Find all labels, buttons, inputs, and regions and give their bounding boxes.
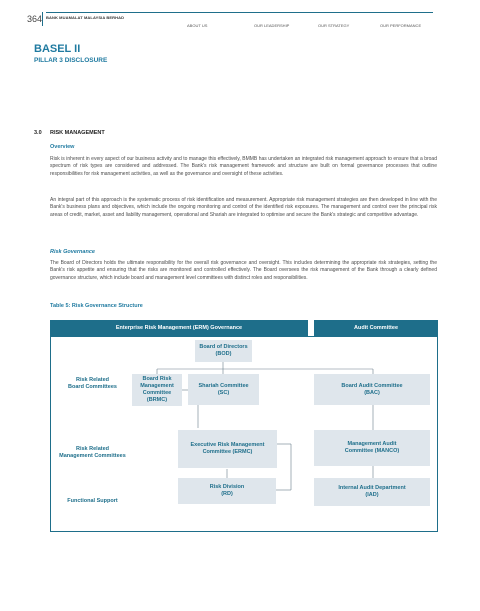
bank-name: BANK MUAMALAT MALAYSIA BERHAD <box>46 15 125 20</box>
page-header <box>0 0 480 34</box>
section-title: RISK MANAGEMENT <box>50 130 105 136</box>
risk-governance-diagram <box>50 320 438 532</box>
page-number: 364 <box>27 14 43 24</box>
label-functional-support: Functional Support <box>67 498 118 504</box>
nav-our-leadership[interactable]: OUR LEADERSHIP <box>254 23 290 28</box>
section-number: 3.0 <box>34 130 42 136</box>
shariah-committee-box: Shariah Committee (SC) <box>188 374 259 405</box>
nav-about-us[interactable]: ABOUT US <box>187 23 208 28</box>
header-rule <box>46 12 433 13</box>
label-risk-related-management-committees: Risk Related Management Committees <box>59 446 126 459</box>
page-title: BASEL II <box>34 43 81 55</box>
bod-box: Board of Directors (BOD) <box>195 340 252 362</box>
risk-governance-heading: Risk Governance <box>50 249 95 255</box>
overview-paragraph-2: An integral part of this approach is the systematic process of risk identification and measurement. Appropriate risk management strategies are then developed in line with the Bank's business plans and objectives, which include the ongoing monitoring and control of the identified risk exposures. The management and control over the principal risk areas of credit, market, asset and liability management, operational and Shariah are integrated to optimise and secure the Bank's strategic and competitive advantage. <box>50 197 437 218</box>
overview-heading: Overview <box>50 144 75 150</box>
audit-committee-header: Audit Committee <box>314 320 438 336</box>
header-divider <box>42 12 43 26</box>
ermc-box: Executive Risk Management Committee (ERMC) <box>178 430 277 468</box>
overview-paragraph-1: Risk is inherent in every aspect of our business activity and to manage this effectively, BMMB has undertaken an integrated risk management approach to ensure that a broad spectrum of risk types are considered and addressed. The Bank's risk management framework and structure are built on formal governance processes that outline responsibilities for risk management activities, as well as the governance and oversight of these activities. <box>50 156 437 177</box>
nav-our-performance[interactable]: OUR PERFORMANCE <box>380 23 422 28</box>
risk-division-box: Risk Division (RD) <box>178 478 276 504</box>
manco-box: Management Audit Committee (MANCO) <box>314 430 430 466</box>
table-label: Table 5: Risk Governance Structure <box>50 303 143 309</box>
erm-governance-header: Enterprise Risk Management (ERM) Governance <box>50 320 308 336</box>
page-subtitle: PILLAR 3 DISCLOSURE <box>34 57 108 64</box>
nav-our-strategy[interactable]: OUR STRATEGY <box>318 23 350 28</box>
bac-box: Board Audit Committee (BAC) <box>314 374 430 405</box>
label-risk-related-board-committees: Risk Related Board Committees <box>68 377 117 390</box>
brmc-box: Board Risk Management Committee (BRMC) <box>132 374 182 406</box>
internal-audit-department-box: Internal Audit Department (IAD) <box>314 478 430 506</box>
risk-governance-paragraph: The Board of Directors holds the ultimate responsibility for the overall risk governance and oversight. This includes determining the appropriate risk strategies, setting the Bank's risk appetite and ensuring that the risks are monitored and controlled effectively. The Board oversees the risk management of the Bank through a clearly defined governance structure, which include board and management level committees with distinct roles and responsibilities. <box>50 260 437 281</box>
